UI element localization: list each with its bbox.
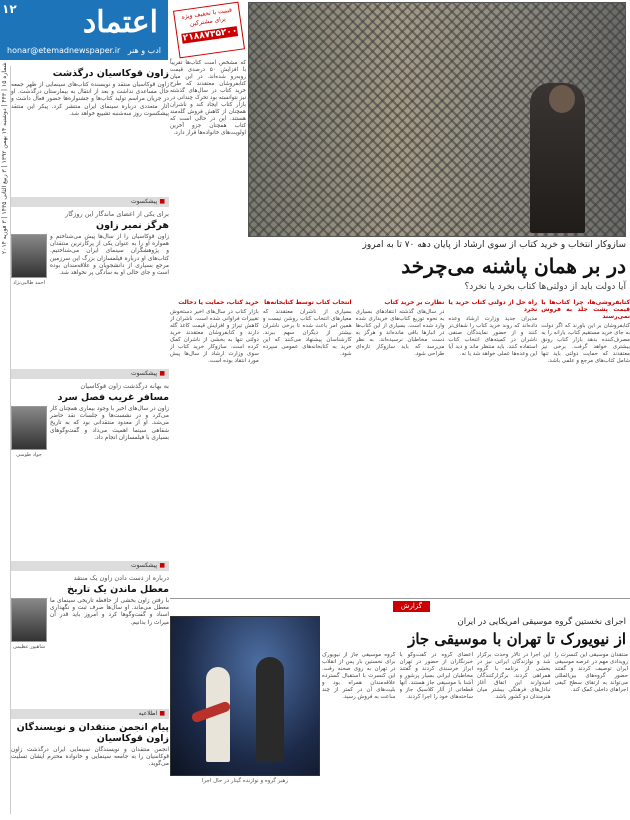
sidebar-text-2: زاون قوکاسیان را از سال‌ها پیش می‌شناختم و همواره او را به عنوان یکی از پرکارترین منتقدان و پژوهشگران سینمای ایران می‌شناختیم. کتاب‌های او درباره فیلمسازان بزرگ این سرزمین مرجع بسیاری از دانشجویان و علاقه‌مندان بوده است و جای خالی او به سادگی پر نخواهد شد. [50,234,169,277]
sidebar-block-3 [11,366,169,458]
sidebar-kicker-4: درباره از دست دادن زاون یک منتقد [73,574,169,582]
author-portrait [11,598,47,642]
column-text: بسیاری از ناشران معتقدند که معیارهای انتخاب کتاب روشن نیست و همین امر باعث شده تا برخی ناشران بیشتر از دیگران سهم ببرند. کارشناسان پیشنهاد می‌کنند که این خرید به کتابخانه‌های عمومی سپرده شود. [262,309,352,357]
author-portrait [11,234,47,278]
column-text: اعضای گروه در گفت‌وگو با خبرنگاران از حضور در تهران ابراز خرسندی کردند و گفتند مخاطبان ایرانی بسیار پرشور و آشنا با موسیقی جاز هستند. آنها قطعاتی از آثار کلاسیک جاز و ساخته‌های خود را اجرا کردند. [399,652,473,700]
column-text: بازار کتاب در سال‌های اخیر دستخوش تغییرات فراوانی شده است. ناشران از کاهش تیراژ و افزایش قیمت کاغذ گله دارند و کتابفروشان معتقدند خرید دولتی تنها به بخشی از ناشران کمک کرده است. سازوکار خرید کتاب از سوی وزارت ارشاد از سال‌ها پیش مورد انتقاد بوده است. [170,309,259,364]
lead-article-body [170,296,630,598]
sidebar-block-2 [11,194,169,286]
lead-headline[interactable]: در بر همان پاشنه می‌چرخد [401,254,626,278]
sidebar-text-1: زاون قوکاسیان منتقد و نویسنده کتاب‌های سینمایی از ظهر جمعه حال مساعدی نداشت و بعد از انتقال به بیمارستان درگذشت. او در جریان مراسم تولید کتاب‌ها و جشنواره‌ها حضور فعال داشت و آثار متعددی درباره سینمای ایران منتشر کرد. پیکر این منتقد پیشکسوت روز سه‌شنبه تشییع خواهد شد. [11,82,169,117]
lead-subhead: آیا دولت باید از دولتی‌ها کتاب بخرد یا نخرد؟ [464,282,626,292]
author-name: شاهپور عظیمی [12,644,46,650]
sidebar-headline-5[interactable]: پیام انجمن منتقدان و نویسندگان زاون قوکاسیان [16,722,169,744]
article-column [555,652,629,816]
sidebar-headline-3[interactable]: مسافر غریب فصل سرد [57,392,169,403]
main-content [170,0,630,820]
ad-badge[interactable] [173,2,245,59]
section-name: ادب و هنر [127,46,161,55]
concert-photo [170,616,320,776]
sidebar [10,66,168,814]
lead-kicker: سازوکار انتخاب و خرید کتاب از سوی ارشاد از پایان دهه ۷۰ تا به امروز [362,240,626,250]
section-tag: ■ اطلاعیه [11,709,169,719]
intro-column [170,60,246,230]
column-text: مدیران جدید وزارت ارشاد وعده داده‌اند که روند خرید کتاب را شفاف‌تر کنند و از حضور نمایندگان صنفی ناشران در کمیته‌های انتخاب کتاب استفاده کنند. باید منتظر ماند و دید آیا این وعده‌ها عملی خواهد شد یا نه. [448,316,538,357]
article-column [356,296,445,598]
author-portrait [11,406,47,450]
author-name: جواد طوسی [16,452,42,458]
date-line: شماره ۱۵ | ۴۴۳ | دوشنبه ۱۴ بهمن ۱۳۹۲ | ۳ ربیع الثانی ۱۴۳۵ | ۳ فوریه ۲۰۱۴ [1,62,8,254]
sidebar-kicker-2: برای یکی از اعضای ماندگار این روزگار [65,210,169,218]
masthead [0,0,168,60]
sidebar-block-4 [11,558,169,650]
column-subhead: نظارت بر خرید کتاب [384,299,445,306]
newspaper-logo: اعتماد [82,5,158,40]
column-text: کتابفروشان بر این باورند که اگر دولت به جای خرید مستقیم کتاب، یارانه را به مصرف‌کننده بدهد بازار کتاب رونق بیشتری خواهد گرفت. برخی نیز معتقدند که حمایت دولتی باید تنها شامل کتاب‌های مرجع و علمی باشد. [541,323,630,364]
sidebar-text-5: انجمن منتقدان و نویسندگان سینمایی ایران درگذشت زاون قوکاسیان را به جامعه سینمایی و خانواده محترم ایشان تسلیت می‌گوید. [11,747,169,768]
sidebar-headline-4[interactable]: معطل ماندن یک تاریخ [67,584,169,595]
column-text: این اجرا در تالار وحدت برگزار شد و نوازندگان ایرانی نیز در بخشی از برنامه با گروه همراهی کردند. برگزارکنندگان امیدوارند این اتفاق آغاز تبادل‌های فرهنگی بیشتر میان هنرمندان دو کشور باشد. [477,652,551,700]
page-number: ۱۲ [2,2,17,16]
sidebar-text-4: با رفتن زاون بخشی از حافظه تاریخی سینمای ما معطل می‌ماند. او سال‌ها صرف ثبت و نگهداری اسناد و گفت‌وگوها کرد و امروز باید قدر آن میراث را بدانیم. [50,598,169,626]
photo-caption: رهبر گروه و نوازنده گیتار در حال اجرا [201,778,289,784]
article-column [400,652,474,816]
column-subhead: خرید کتاب، حمایت یا دخالت [178,299,259,306]
column-subhead: راه حل از دولتی کتاب خرید یا نخرد [448,299,538,313]
column-subhead: کتابفروشی‌ها، چرا کتاب‌ها با قیمت پشت جلد به فروش نمی‌رسند [541,299,630,320]
author-name: احمد طالبی‌نژاد [12,280,46,286]
article-column [170,296,259,598]
article-column [322,652,396,816]
sidebar-text-3: زاون در سال‌های اخیر با وجود بیماری همچنان کار می‌کرد و در نشست‌ها و جلسات نقد حاضر می‌شد. او از معدود منتقدانی بود که به تاریخ شفاهی سینما اهمیت می‌داد و گفت‌وگوهای بسیاری با فیلمسازان انجام داد. [50,406,169,441]
sidebar-kicker-3: به بهانه درگذشت زاون قوکاسیان [80,382,169,390]
intro-text: که مشخص است کتاب‌ها تقریباً با افزایش ۵۰ درصدی قیمت روبه‌رو شده‌اند. در این میان کتابفروشان معتقدند که طرح خرید کتاب در سال‌های گذشته نیز نتوانسته بود تحرک چندانی در بازار کتاب ایجاد کند و ناشران همچنان از کاهش فروش گله‌مند هستند. این در حالی است که کتاب همچنان جزو آخرین اولویت‌های خانواده‌ها قرار دارد. [170,60,247,136]
column-subhead: انتخاب کتاب توسط کتابخانه‌ها [264,299,352,306]
column-text: در سال‌های گذشته انتقادهای بسیاری به نحوه توزیع کتاب‌های خریداری شده وارد شده است. بسیاری از این کتاب‌ها در انبارها باقی مانده‌اند و هرگز به دست مخاطبان نرسیده‌اند. به نظر می‌رسد که باید سازوکار تازه‌ای طراحی شود. [355,309,445,357]
sidebar-block-5 [11,706,169,769]
ad-number: ۰۲۱۸۸۷۳۵۲۰۰ [176,26,239,45]
section-tag: ■ پیشکسوت [11,369,169,379]
section-tag: ■ پیشکسوت [11,561,169,571]
photo-musician-2 [256,657,284,762]
second-kicker: اجرای نخستین گروه موسیقی امریکایی در ایران [457,617,626,627]
column-text: گروه موسیقی جاز از نیویورک برای نخستین بار پس از انقلاب در تهران به روی صحنه رفت. این کنسرت با استقبال گسترده علاقه‌مندان همراه بود و بلیت‌های آن در کمتر از چند ساعت به فروش رسید. [322,652,396,700]
second-article-body [322,652,628,816]
sidebar-block-news [11,66,169,118]
ad-text: قیمت با تخفیف ویژه برای مشترکین [181,6,233,28]
sidebar-headline-1[interactable]: زاون قوکاسیان درگذشت [52,68,169,79]
masthead-email[interactable]: honar@etemadnewspaper.ir [7,46,121,55]
second-headline[interactable]: از نیویورک تا تهران با موسیقی جاز [408,630,626,648]
sidebar-headline-2[interactable]: هرگز نمیر زاون [95,220,169,231]
article-column [477,652,551,816]
hero-photo-bookstore-shutter [248,2,626,237]
column-text: منتقدان موسیقی این کنسرت را رویدادی مهم در عرصه موسیقی ایران توصیف کردند و گفتند حضور گروه‌های بین‌المللی می‌تواند به ارتقای سطح کیفی اجراهای داخلی کمک کند. [554,652,628,693]
photo-figure-head [549,85,575,113]
article-column [541,296,630,598]
section-tag: ■ پیشکسوت [11,197,169,207]
section-divider [170,598,630,599]
report-label: گزارش [393,601,430,612]
masthead-subbar [4,43,164,58]
article-column [263,296,352,598]
article-column [448,296,537,598]
